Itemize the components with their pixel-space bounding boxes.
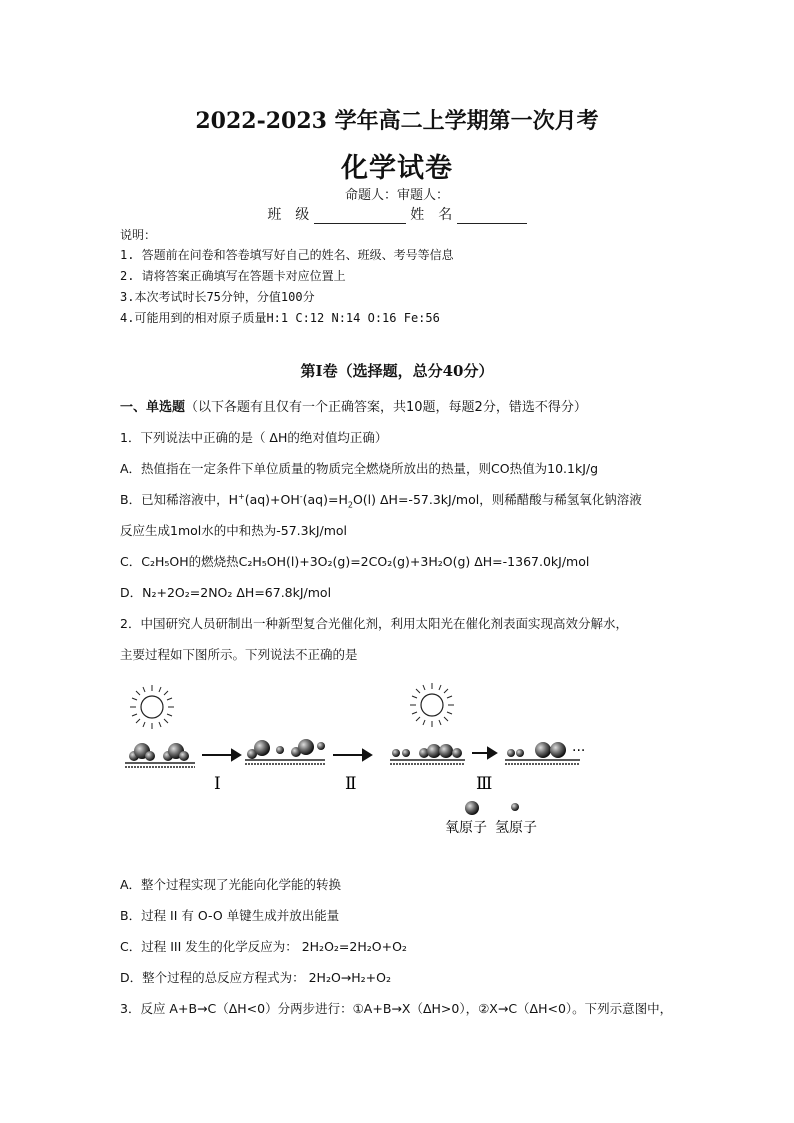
- legend-hydrogen: 氢原子: [495, 820, 537, 836]
- note-item: 2. 请将答案正确填写在答题卡对应位置上: [120, 269, 346, 283]
- student-fields: [0, 204, 794, 224]
- q2-option-c: C．过程 III 发生的化学反应为： 2H₂O₂=2H₂O+O₂: [120, 939, 407, 954]
- section-title: 第Ⅰ卷（选择题，总分40分）: [300, 362, 494, 380]
- q1-b-sub: 2: [347, 500, 353, 510]
- q1-b-sup: +: [237, 491, 245, 501]
- q1-option-b-line2: 反应生成1mol水的中和热为-57.3kJ/mol: [120, 523, 348, 538]
- setters-line: 命题人：审题人：: [344, 188, 449, 203]
- exam-title: 2022-2023 学年高二上学期第一次月考: [195, 108, 599, 134]
- water-molecules: [129, 743, 189, 761]
- part-description: （以下各题有且仅有一个正确答案，共10题，每题2分，错选不得分）: [185, 400, 587, 415]
- sun-icon: [410, 683, 454, 727]
- ellipsis-text: ···: [572, 743, 586, 759]
- stage-label-1: Ⅰ: [214, 774, 221, 794]
- name-label: 姓 名: [410, 207, 453, 223]
- q3-stem: 3．反应 A+B→C（ΔH<0）分两步进行：①A+B→X（ΔH>0），②X→C（ΔH<0）。下列示意图中，: [120, 1001, 673, 1016]
- sun-icon: [130, 685, 174, 729]
- intermediate-atoms: [247, 739, 325, 759]
- q1-option-d: D．N₂+2O₂=2NO₂ ΔH=67.8kJ/mol: [120, 585, 332, 600]
- q2-option-a: A．整个过程实现了光能向化学能的转换: [120, 877, 342, 892]
- product-molecules: [507, 742, 566, 758]
- q1-b-text: (aq)=H: [302, 492, 348, 507]
- arrow-icon: [472, 748, 496, 758]
- q2-option-d: D．整个过程的总反应方程式为： 2H₂O→H₂+O₂: [120, 970, 392, 985]
- q1-option-a: A．热值指在一定条件下单位质量的物质完全燃烧所放出的热量，则CO热值为10.1kJ/g: [120, 461, 599, 476]
- q1-b-text: B．已知稀溶液中，H: [120, 492, 238, 507]
- note-item: 3.本次考试时长75分钟，分值100分: [120, 290, 315, 304]
- q2-stem-line2: 主要过程如下图所示。下列说法不正确的是: [120, 647, 358, 662]
- note-item: 4.可能用到的相对原子质量H:1 C:12 N:14 O:16 Fe:56: [120, 311, 440, 325]
- legend-oxygen: 氧原子: [445, 820, 487, 836]
- arrow-icon: [202, 750, 240, 760]
- class-label: 班 级: [267, 207, 310, 223]
- name-blank[interactable]: [457, 209, 527, 224]
- q1-option-b: [120, 490, 642, 510]
- q2-option-b: B．过程 II 有 O-O 单键生成并放出能量: [120, 908, 340, 923]
- catalyst-surface: [125, 760, 580, 767]
- q1-b-text: O(l) ΔH=-57.3kJ/mol，则稀醋酸与稀氢氧化钠溶液: [352, 492, 642, 507]
- stage-label-3: Ⅲ: [476, 774, 493, 794]
- q2-stem: 2．中国研究人员研制出一种新型复合光催化剂，利用太阳光在催化剂表面实现高效分解水，: [120, 616, 628, 631]
- part-heading: [120, 396, 587, 415]
- class-blank[interactable]: [314, 209, 406, 224]
- q1-stem: 1．下列说法中正确的是（ ΔH的绝对值均正确）: [120, 430, 388, 445]
- arrow-icon: [333, 750, 371, 760]
- water-splitting-diagram: [120, 675, 590, 845]
- intermediate-atoms: [392, 744, 462, 758]
- notes-heading: 说明：: [120, 228, 157, 242]
- q1-option-c: C．C₂H₅OH的燃烧热C₂H₅OH(l)+3O₂(g)=2CO₂(g)+3H₂O(g) ΔH=-1367.0kJ/mol: [120, 554, 590, 569]
- q1-b-sup: -: [299, 491, 303, 501]
- stage-label-2: Ⅱ: [345, 774, 357, 794]
- part-label: 一、单选题: [120, 400, 186, 415]
- note-item: 1. 答题前在问卷和答卷填写好自己的姓名、班级、考号等信息: [120, 248, 454, 262]
- hydrogen-atom-icon: [511, 803, 519, 811]
- exam-subtitle: 化学试卷: [341, 153, 453, 184]
- q1-b-text: (aq)+OH: [244, 492, 300, 507]
- oxygen-atom-icon: [465, 801, 479, 815]
